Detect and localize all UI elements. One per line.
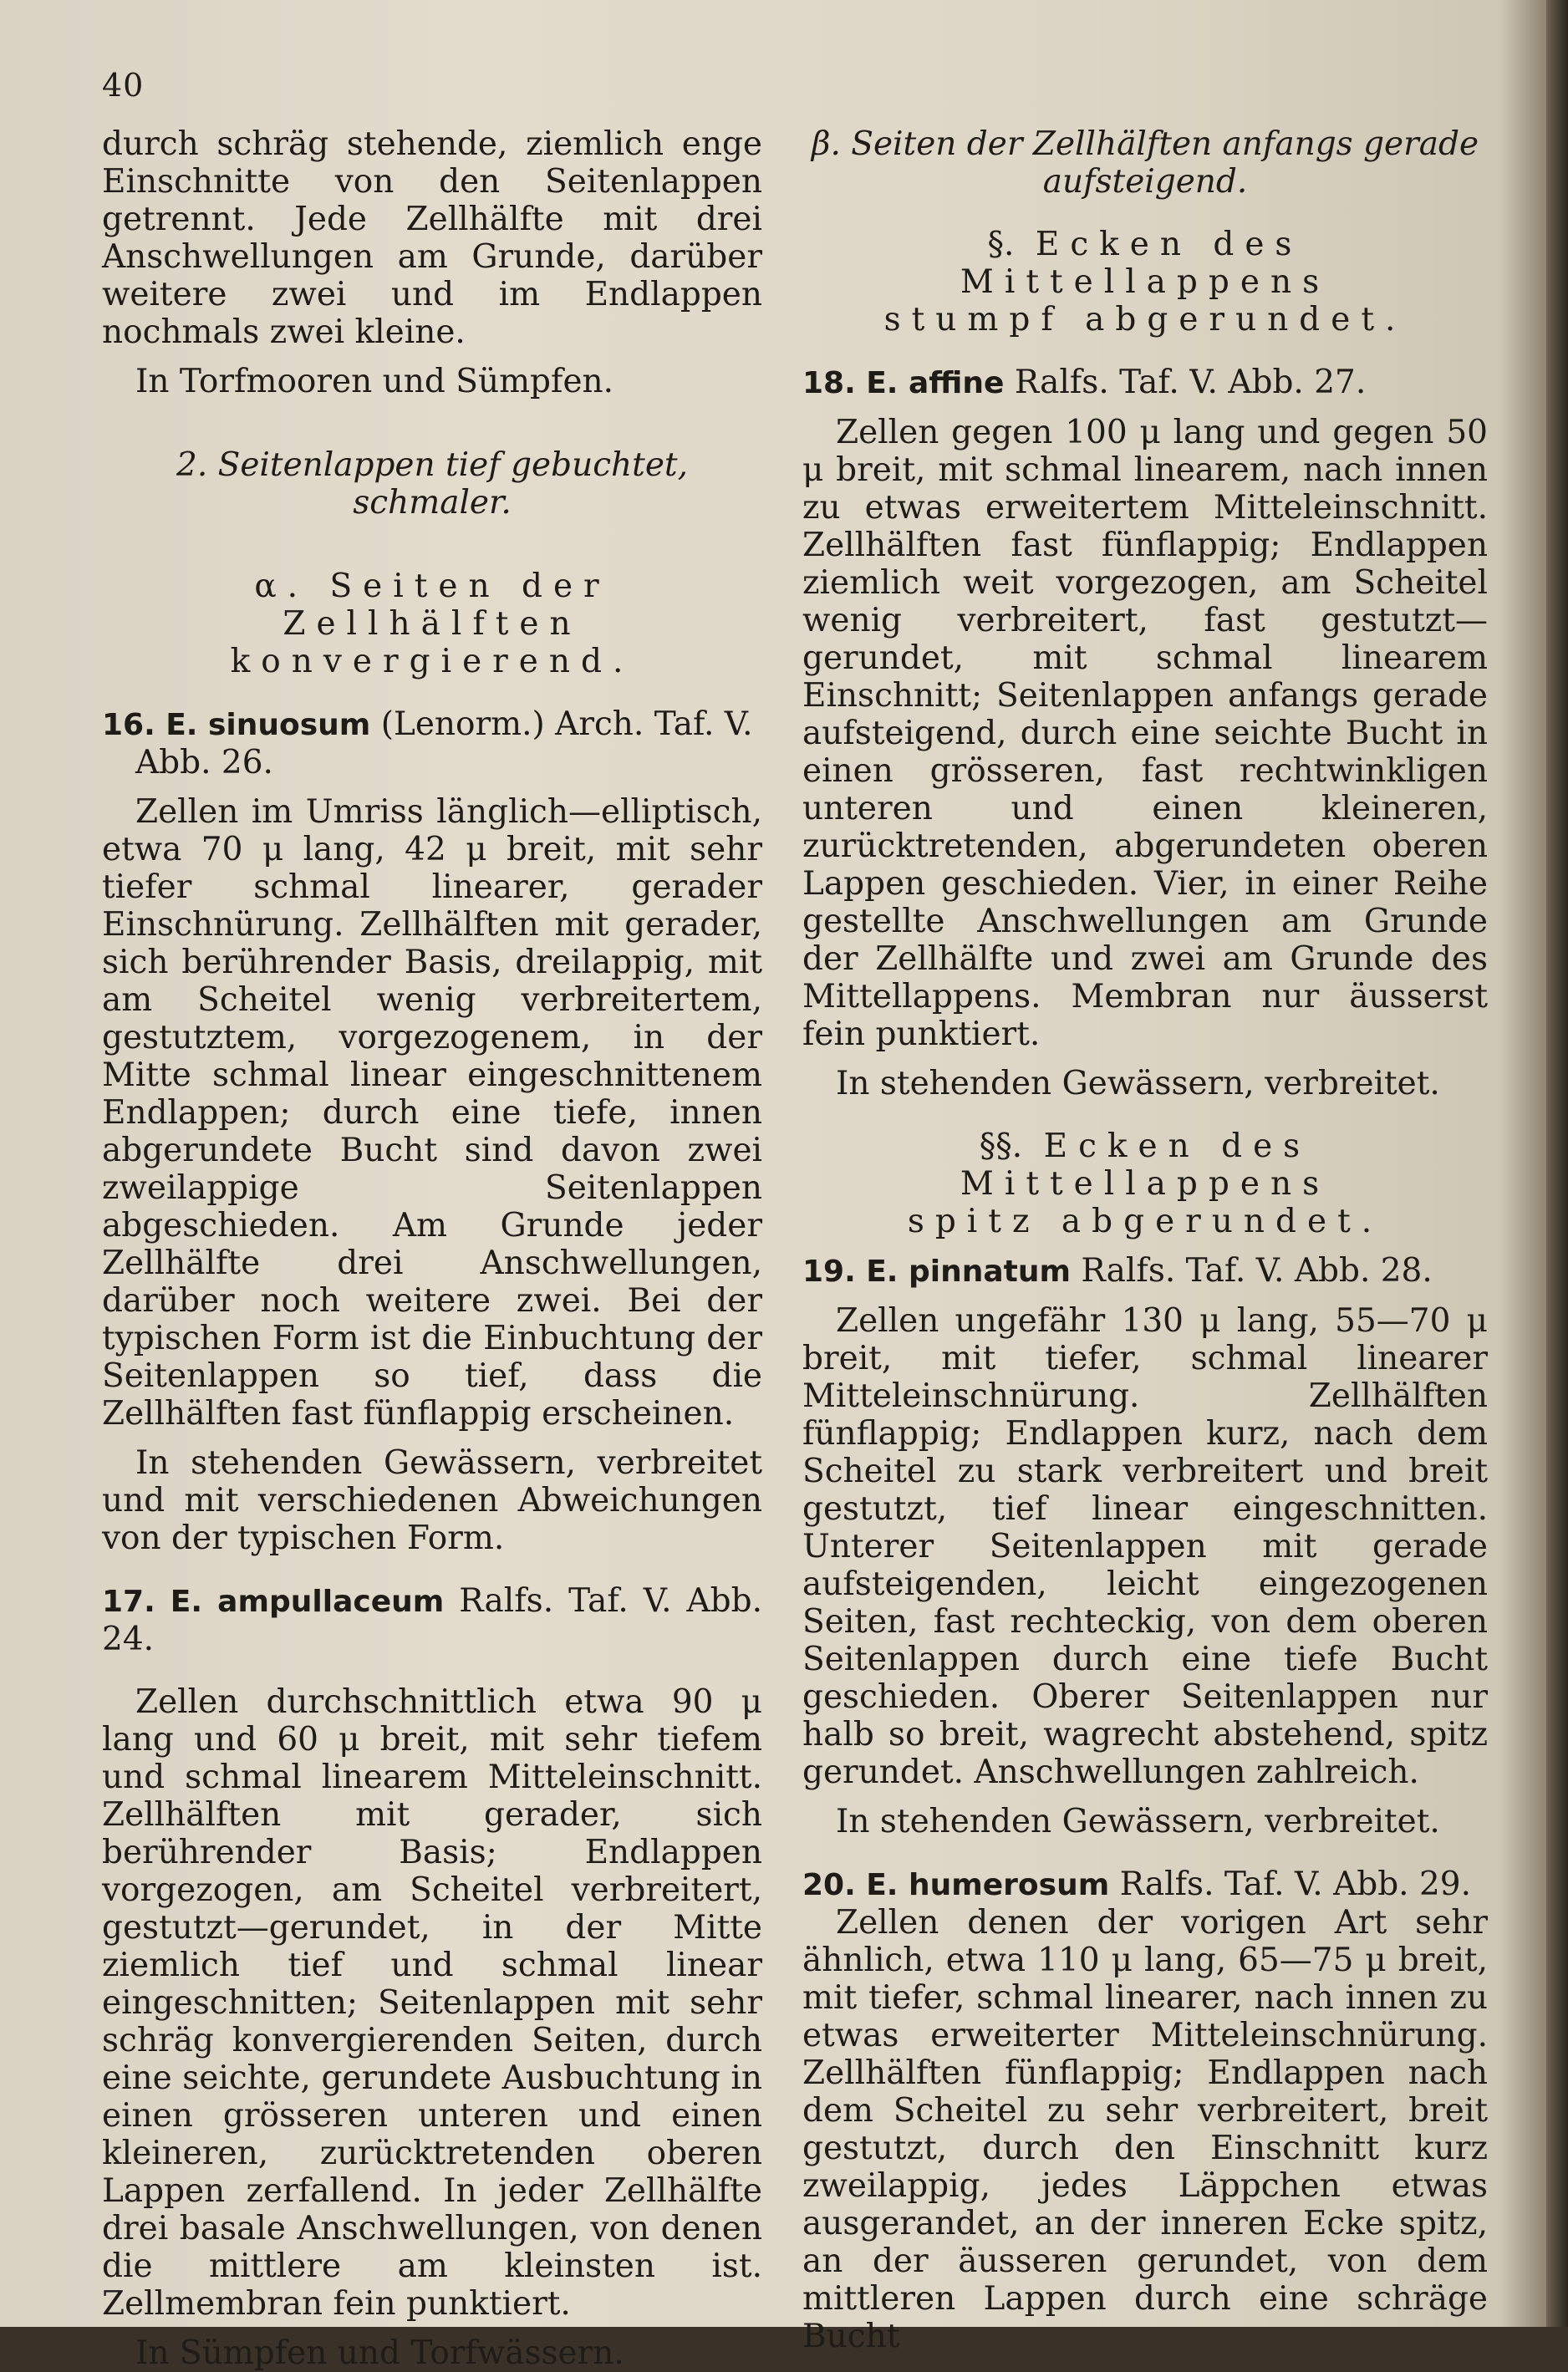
key-heading-section-1 bbox=[802, 226, 1488, 338]
key-s2-line2: spitz abgerundet. bbox=[907, 1203, 1383, 1240]
entry-18-heading bbox=[802, 364, 1488, 402]
species-authority: Ralfs. Taf. V. Abb. 29. bbox=[1119, 1866, 1471, 1903]
entry-16 bbox=[102, 705, 762, 1557]
species-description: Zellen denen der vorigen Art sehr ähnlich, etwa 110 μ lang, 65—75 μ breit, mit tiefer, schmal linearer, nach innen zu etwas erweiterter Mitteleinschnürung. Zellhälften fünflappig; Endlappen nach dem Scheitel zu sehr verbreitert, breit gestutzt, durch den Einschnitt kurz zweilappig, jedes Läppchen etwas ausgerandet, an der inneren Ecke spitz, an der äusseren gerundet, von dem mittleren Lappen durch eine schräge Bucht bbox=[802, 1904, 1488, 2355]
species-name: E. sinuosum bbox=[165, 708, 371, 742]
species-habitat: In Sümpfen und Torfwässern. bbox=[135, 2334, 624, 2372]
species-name: E. ampullaceum bbox=[170, 1585, 445, 1619]
key-alpha-line2: konvergierend. bbox=[230, 643, 634, 680]
entry-number: 16. bbox=[102, 708, 155, 742]
species-name: E. humerosum bbox=[866, 1868, 1110, 1902]
key-s1-line1 bbox=[802, 226, 1488, 301]
intro-text: durch schräg stehende, ziemlich enge Einschnitte von den Seitenlappen getrennt. Jede Zellhälfte mit drei Anschwellungen am Grunde, darüber weitere zwei und im Endlappen nochmals zwei kleine. bbox=[102, 125, 762, 351]
species-authority: Ralfs. Taf. V. Abb. 24. bbox=[102, 1582, 762, 1658]
entry-20-heading bbox=[802, 1866, 1488, 1904]
species-name: E. pinnatum bbox=[866, 1255, 1071, 1289]
species-authority: (Lenorm.) Arch. Taf. V. Abb. 26. bbox=[135, 705, 753, 781]
page-number: 40 bbox=[102, 67, 145, 104]
species-habitat: In stehenden Gewässern, verbreitet. bbox=[836, 1065, 1440, 1102]
key-s1-text: Ecken des Mittellappens bbox=[960, 226, 1331, 301]
key-heading-beta bbox=[802, 125, 1488, 201]
species-description: Zellen ungefähr 130 μ lang, 55—70 μ breit, mit tiefer, schmal linearer Mitteleinschnürung. Zellhälften fünflappig; Endlappen kurz, nach dem Scheitel zu stark verbreitert und breit gestutzt, tief linear eingeschnitten. Unterer Seitenlappen mit gerade aufsteigenden, leicht eingezogenen Seiten, fast rechteckig, von dem oberen Seitenlappen durch eine tiefe Bucht geschieden. Oberer Seitenlappen nur halb so breit, wagrecht abstehend, spitz gerundet. Anschwellungen zahlreich. bbox=[802, 1302, 1488, 1791]
entry-number: 19. bbox=[802, 1255, 856, 1289]
entry-18 bbox=[802, 364, 1488, 1102]
key-heading-2: 2. Seitenlappen tief gebuchtet, schmaler. bbox=[176, 446, 688, 522]
entry-number: 18. bbox=[802, 366, 856, 400]
entry-16-heading bbox=[102, 705, 762, 781]
species-description: Zellen durchschnittlich etwa 90 μ lang und 60 μ breit, mit sehr tiefem und schmal linearem Mitteleinschnitt. Zellhälften mit gerader, sich berührender Basis; Endlappen vorgezogen, am Scheitel verbreitert, gestutzt—gerundet, in der Mitte ziemlich tief und schmal linear eingeschnitten; Seitenlappen mit sehr schräg konvergierenden Seiten, durch eine seichte, gerundete Ausbuchtung in einen grösseren unteren und einen kleineren, zurücktretenden oberen Lappen zerfallend. In jeder Zellhälfte drei basale Anschwellungen, von denen die mittlere am kleinsten ist. Zellmembran fein punktiert. bbox=[102, 1683, 762, 2323]
key-s2-line1 bbox=[802, 1127, 1488, 1203]
section-symbol: §§. bbox=[979, 1127, 1023, 1165]
key-s1-line2: stumpf abgerundet. bbox=[883, 301, 1407, 338]
entry-19 bbox=[802, 1252, 1488, 1840]
species-habitat: In stehenden Gewässern, verbreitet und mit verschiedenen Abweichungen von der typischen Form. bbox=[102, 1444, 762, 1557]
key-beta-line2: aufsteigend. bbox=[1042, 163, 1248, 201]
key-alpha-line1: α. Seiten der Zellhälften bbox=[254, 568, 610, 643]
book-edge bbox=[1546, 0, 1568, 2327]
key-heading-section-2 bbox=[802, 1127, 1488, 1240]
species-authority: Ralfs. Taf. V. Abb. 28. bbox=[1081, 1252, 1433, 1290]
right-column bbox=[802, 125, 1488, 2355]
entry-number: 20. bbox=[802, 1868, 856, 1902]
entry-19-heading bbox=[802, 1252, 1488, 1290]
species-habitat: In stehenden Gewässern, verbreitet. bbox=[836, 1803, 1440, 1840]
species-authority: Ralfs. Taf. V. Abb. 27. bbox=[1014, 364, 1367, 401]
entry-number: 17. bbox=[102, 1585, 155, 1619]
species-name: E. affine bbox=[866, 366, 1005, 400]
section-symbol: §. bbox=[987, 226, 1015, 263]
entry-20 bbox=[802, 1866, 1488, 2355]
left-column bbox=[102, 125, 762, 2372]
entry-17 bbox=[102, 1582, 762, 2372]
key-heading-alpha bbox=[102, 568, 762, 680]
key-beta-line1: β. Seiten der Zellhälften anfangs gerade bbox=[811, 125, 1479, 163]
key-s2-text: Ecken des Mittellappens bbox=[960, 1127, 1331, 1203]
entry-17-heading bbox=[102, 1582, 762, 1658]
intro-habitat: In Torfmooren und Sümpfen. bbox=[135, 363, 614, 400]
species-description: Zellen gegen 100 μ lang und gegen 50 μ breit, mit schmal linearem, nach innen zu etwas erweitertem Mitteleinschnitt. Zellhälften fast fünflappig; Endlappen ziemlich weit vorgezogen, am Scheitel wenig verbreitert, fast gestutzt—gerundet, mit schmal linearem Einschnitt; Seitenlappen anfangs gerade aufsteigend, durch eine seichte Bucht in einen grösseren, fast rechtwinkligen unteren und einen kleineren, zurücktretenden, abgerundeten oberen Lappen geschieden. Vier, in einer Reihe gestellte Anschwellungen am Grunde der Zellhälfte und zwei am Grunde des Mittellappens. Membran nur äusserst fein punktiert. bbox=[802, 414, 1488, 1053]
species-description: Zellen im Umriss länglich—elliptisch, etwa 70 μ lang, 42 μ breit, mit sehr tiefer schmal linearer, gerader Einschnürung. Zellhälften mit gerader, sich berührender Basis, dreilappig, mit am Scheitel wenig verbreitertem, gestutztem, vorgezogenem, in der Mitte schmal linear eingeschnittenem Endlappen; durch eine tiefe, innen abgerundete Bucht sind davon zwei zweilappige Seitenlappen abgeschieden. Am Grunde jeder Zellhälfte drei Anschwellungen, darüber noch weitere zwei. Bei der typischen Form ist die Einbuchtung der Seitenlappen so tief, dass die Zellhälften fast fünflappig erscheinen. bbox=[102, 793, 762, 1433]
